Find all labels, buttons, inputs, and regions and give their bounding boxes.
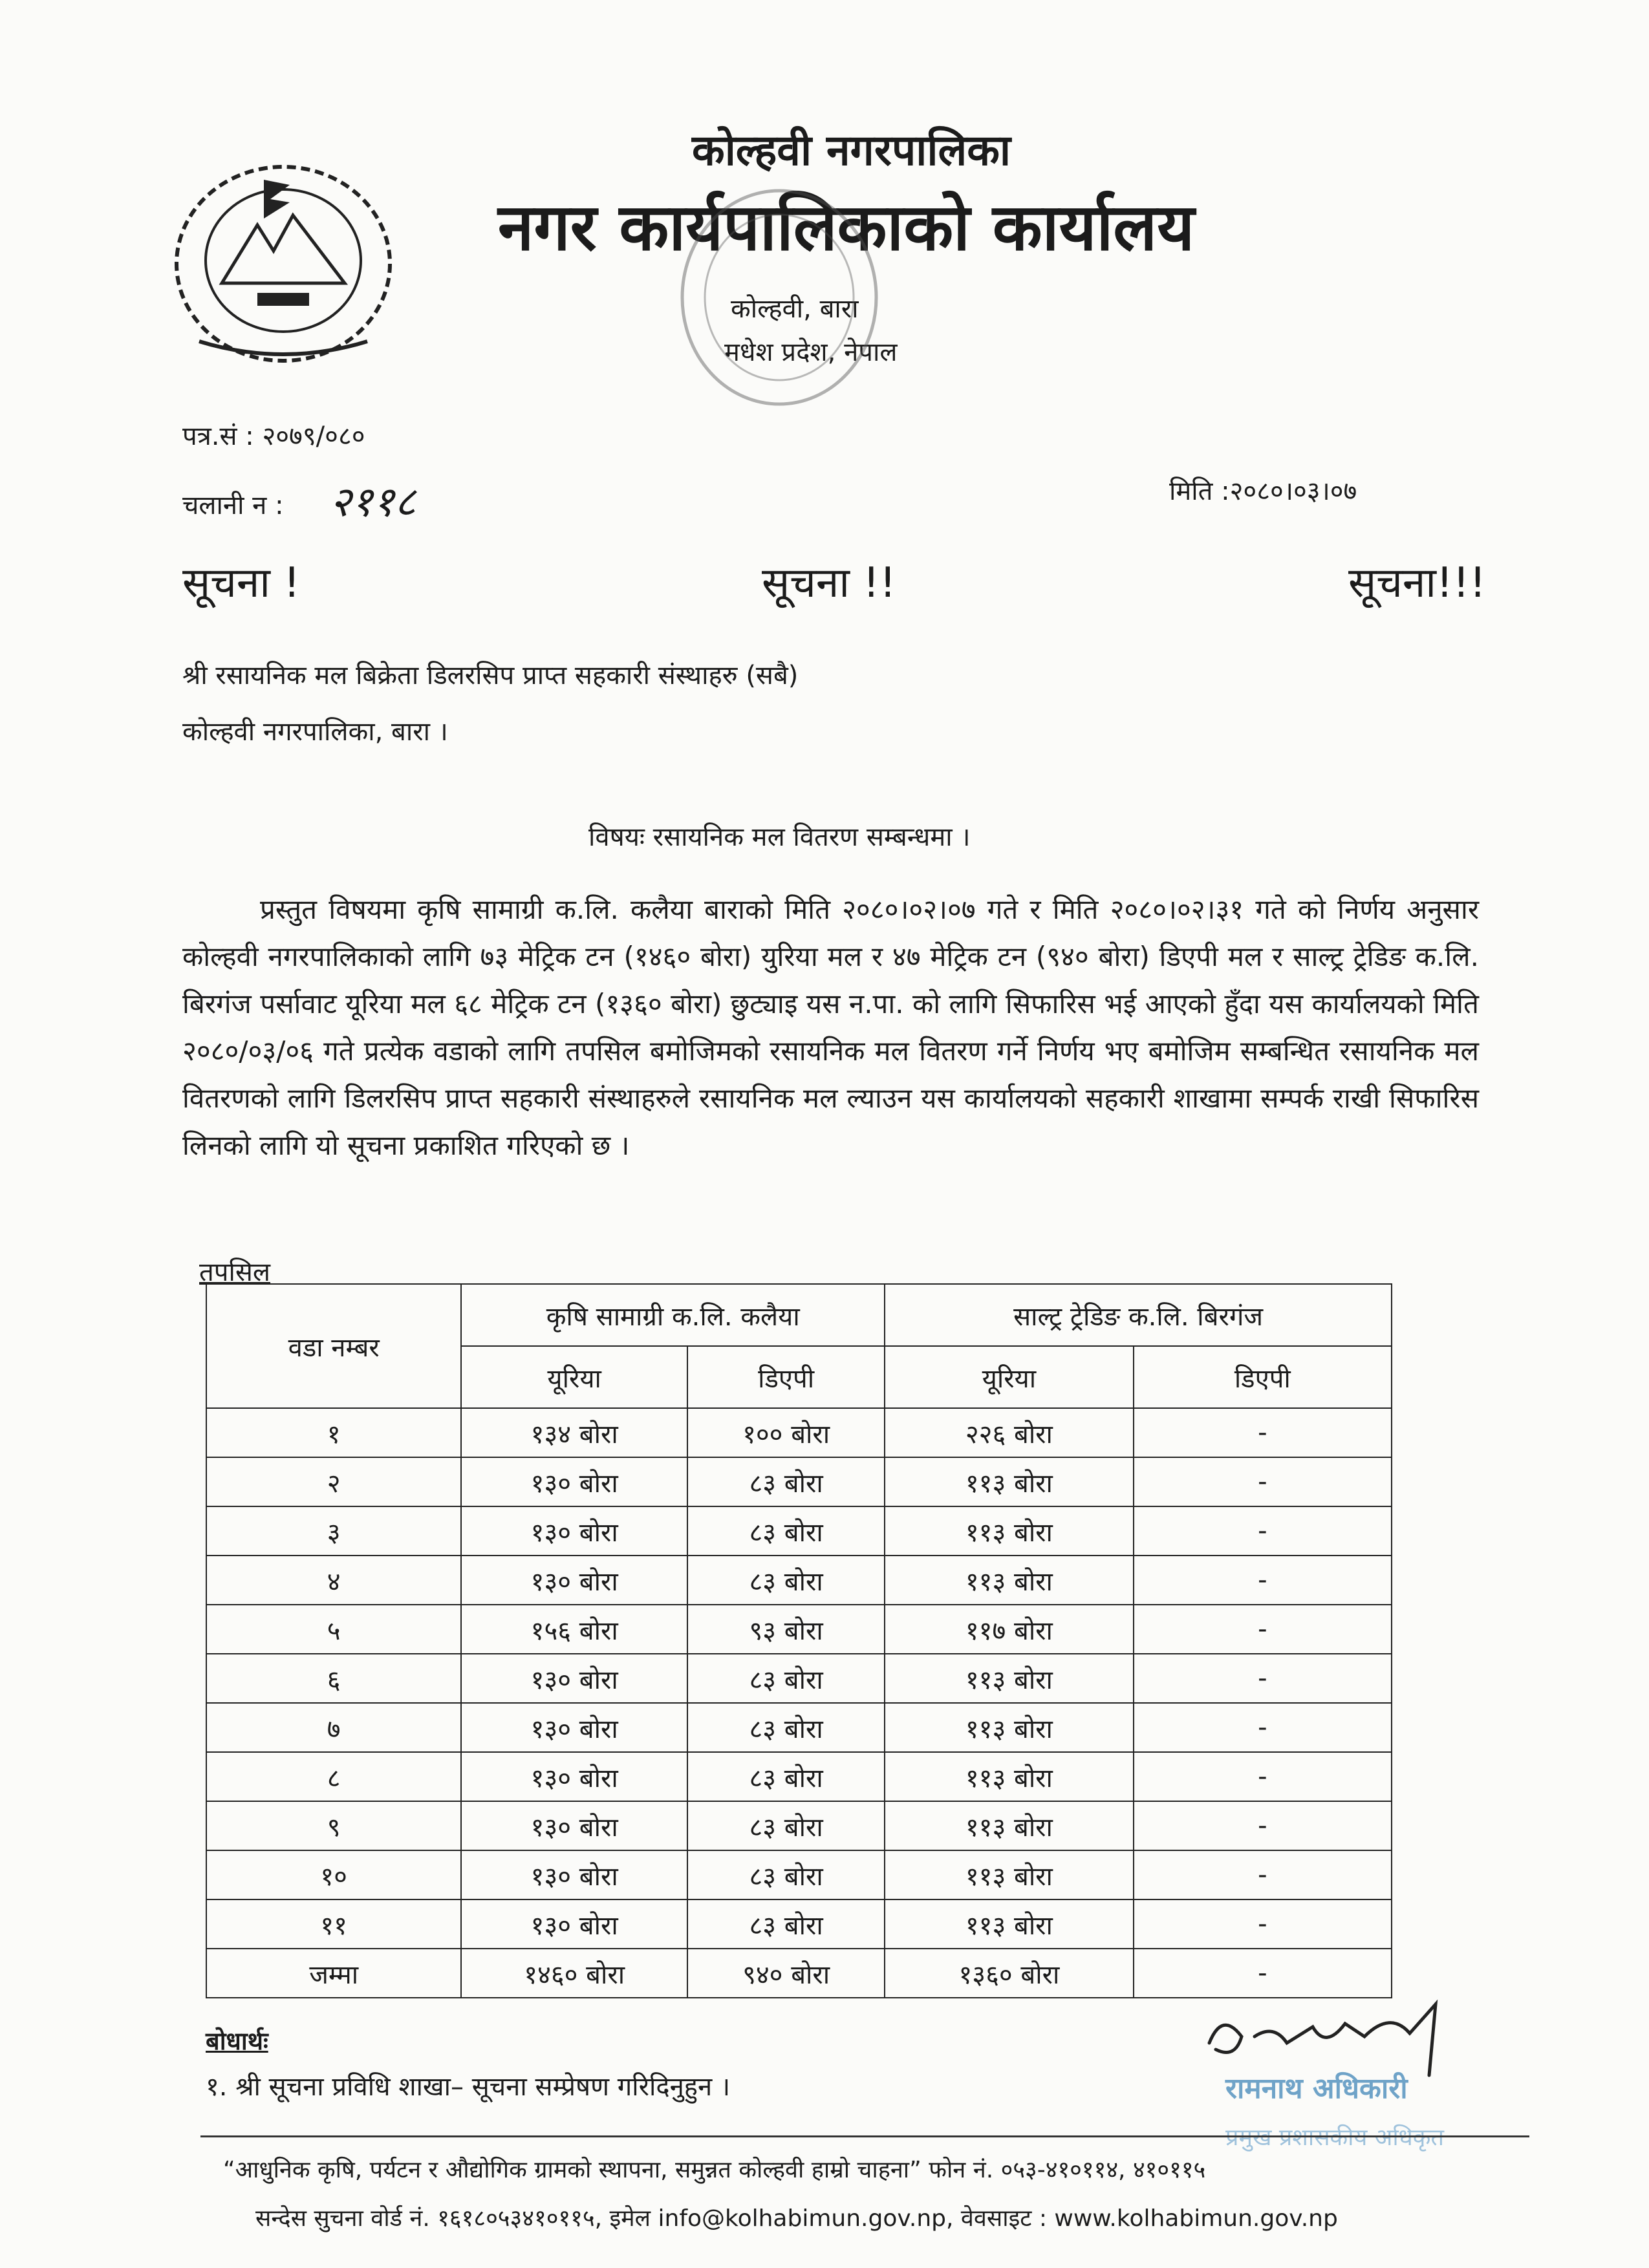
table-row xyxy=(206,1408,1392,1457)
krishi-dap-cell: ८३ बोरा xyxy=(687,1556,885,1605)
notice-heading-1: सूचना ! xyxy=(182,559,300,607)
salt-dap-cell: - xyxy=(1134,1801,1392,1850)
krishi-dap-cell: ८३ बोरा xyxy=(687,1801,885,1850)
ward-cell: जम्मा xyxy=(206,1949,461,1998)
salt-dap-cell: - xyxy=(1134,1949,1392,1998)
table-total-row xyxy=(206,1949,1392,1998)
salt-urea-cell: ११३ बोरा xyxy=(885,1457,1133,1506)
salt-dap-cell: - xyxy=(1134,1556,1392,1605)
krishi-dap-cell: ८३ बोरा xyxy=(687,1654,885,1703)
col-krishi-dap: डिएपी xyxy=(687,1346,885,1408)
col-salt-urea: यूरिया xyxy=(885,1346,1133,1408)
table-row xyxy=(206,1654,1392,1703)
cc-heading: बोधार्थः xyxy=(206,2027,268,2055)
krishi-dap-cell: ८३ बोरा xyxy=(687,1752,885,1801)
salt-dap-cell: - xyxy=(1134,1654,1392,1703)
salt-urea-cell: ११७ बोरा xyxy=(885,1605,1133,1654)
dispatch-number-handwritten: २११८ xyxy=(330,478,416,526)
ward-cell: १ xyxy=(206,1408,461,1457)
salt-dap-cell: - xyxy=(1134,1899,1392,1949)
salt-urea-cell: ११३ बोरा xyxy=(885,1654,1133,1703)
krishi-urea-cell: १३० बोरा xyxy=(461,1556,687,1605)
col-group-krishi: कृषि सामाग्री क.लि. कलैया xyxy=(461,1284,885,1346)
salt-dap-cell: - xyxy=(1134,1703,1392,1752)
table-row xyxy=(206,1605,1392,1654)
krishi-urea-cell: १३० बोरा xyxy=(461,1654,687,1703)
ward-cell: ११ xyxy=(206,1899,461,1949)
recipient-line-2: कोल्हवी नगरपालिका, बारा । xyxy=(182,717,448,747)
salt-dap-cell: - xyxy=(1134,1752,1392,1801)
krishi-dap-cell: ९३ बोरा xyxy=(687,1605,885,1654)
footer-contact: सन्देस सुचना वोर्ड नं. १६१८०५३४१०११५, इमेल info@kolhabimun.gov.np, वेवसाइट : www.kolhabimun.gov.np xyxy=(255,2205,1338,2232)
letter-body: प्रस्तुत विषयमा कृषि सामाग्री क.लि. कलैया बाराको मिति २०८०।०२।०७ गते र मिति २०८०।०२।३१ गते को निर्णय अनुसार कोल्हवी नगरपालिकाको लागि ७३ मेट्रिक टन (१४६० बोरा) युरिया मल र ४७ मेट्रिक टन (९४० बोरा) डिएपी मल र साल्ट्र ट्रेडिङ क.लि. बिरगंज पर्सावाट यूरिया मल ६८ मेट्रिक टन (१३६० बोरा) छुट्याइ यस न.पा. को लागि सिफारिस भई आएको हुँदा यस कार्यालयको मिति २०८०/०३/०६ गते प्रत्येक वडाको लागि तपसिल बमोजिमको रसायनिक मल वितरण गर्ने निर्णय भए बमोजिम सम्बन्धित रसायनिक मल वितरणको लागि डिलरसिप प्राप्त सहकारी संस्थाहरुले रसायनिक मल ल्याउन यस कार्यालयको सहकारी शाखामा सम्पर्क राखी सिफारिस लिनको लागि यो सूचना प्रकाशित गरिएको छ । xyxy=(182,893,1479,1161)
krishi-urea-cell: १३० बोरा xyxy=(461,1850,687,1899)
krishi-dap-cell: ८३ बोरा xyxy=(687,1457,885,1506)
address-line-2: मधेश प्रदेश, नेपाल xyxy=(724,337,898,367)
salt-dap-cell: - xyxy=(1134,1605,1392,1654)
krishi-urea-cell: १३० बोरा xyxy=(461,1457,687,1506)
krishi-dap-cell: ८३ बोरा xyxy=(687,1506,885,1556)
table-row xyxy=(206,1457,1392,1506)
reference-number: पत्र.सं : २०७९/०८० xyxy=(182,422,365,451)
ward-cell: ४ xyxy=(206,1556,461,1605)
letter-subject: विषयः रसायनिक मल वितरण सम्बन्धमा । xyxy=(588,822,971,852)
table-row xyxy=(206,1752,1392,1801)
salt-dap-cell: - xyxy=(1134,1850,1392,1899)
ward-cell: ५ xyxy=(206,1605,461,1654)
krishi-urea-cell: १३० बोरा xyxy=(461,1506,687,1556)
table-row xyxy=(206,1506,1392,1556)
footer-divider xyxy=(200,2135,1529,2137)
salt-dap-cell: - xyxy=(1134,1457,1392,1506)
col-group-salt-trading: साल्ट्र ट्रेडिङ क.लि. बिरगंज xyxy=(885,1284,1392,1346)
office-stamp-icon xyxy=(673,181,886,414)
krishi-urea-cell: १५६ बोरा xyxy=(461,1605,687,1654)
recipient-line-1: श्री रसायनिक मल बिक्रेता डिलरसिप प्राप्त सहकारी संस्थाहरु (सबै) xyxy=(182,661,799,690)
salt-urea-cell: ११३ बोरा xyxy=(885,1801,1133,1850)
col-salt-dap: डिएपी xyxy=(1134,1346,1392,1408)
letter-date: मिति :२०८०।०३।०७ xyxy=(1169,476,1357,506)
office-title: नगर कार्यपालिकाको कार्यालय xyxy=(498,189,1195,265)
ward-cell: २ xyxy=(206,1457,461,1506)
salt-urea-cell: ११३ बोरा xyxy=(885,1850,1133,1899)
municipality-name: कोल्हवी नगरपालिका xyxy=(692,125,1011,175)
krishi-urea-cell: १३० बोरा xyxy=(461,1703,687,1752)
ward-cell: १० xyxy=(206,1850,461,1899)
krishi-dap-cell: ८३ बोरा xyxy=(687,1703,885,1752)
table-row xyxy=(206,1850,1392,1899)
krishi-urea-cell: १३० बोरा xyxy=(461,1899,687,1949)
salt-urea-cell: ११३ बोरा xyxy=(885,1506,1133,1556)
krishi-urea-cell: १३४ बोरा xyxy=(461,1408,687,1457)
ward-cell: ८ xyxy=(206,1752,461,1801)
salt-dap-cell: - xyxy=(1134,1506,1392,1556)
krishi-dap-cell: ८३ बोरा xyxy=(687,1899,885,1949)
table-row xyxy=(206,1556,1392,1605)
col-ward-number: वडा नम्बर xyxy=(206,1284,461,1408)
krishi-dap-cell: ९४० बोरा xyxy=(687,1949,885,1998)
salt-urea-cell: २२६ बोरा xyxy=(885,1408,1133,1457)
salt-urea-cell: ११३ बोरा xyxy=(885,1703,1133,1752)
salt-urea-cell: ११३ बोरा xyxy=(885,1899,1133,1949)
table-row xyxy=(206,1899,1392,1949)
krishi-urea-cell: १४६० बोरा xyxy=(461,1949,687,1998)
fertilizer-distribution-table xyxy=(206,1283,1392,1998)
krishi-dap-cell: ८३ बोरा xyxy=(687,1850,885,1899)
footer-slogan-phone: “आधुनिक कृषि, पर्यटन र औद्योगिक ग्रामको स्थापना, समुन्नत कोल्हवी हाम्रो चाहना” फोन नं. ०५३-४१०११४, ४१०११५ xyxy=(223,2157,1206,2183)
ward-cell: ७ xyxy=(206,1703,461,1752)
table-row xyxy=(206,1801,1392,1850)
krishi-dap-cell: १०० बोरा xyxy=(687,1408,885,1457)
address-line-1: कोल्हवी, बारा xyxy=(731,294,859,324)
ward-cell: ६ xyxy=(206,1654,461,1703)
table-caption: तपसिल xyxy=(199,1257,271,1287)
signatory-title: प्रमुख प्रशासकीय अधिकृत xyxy=(1225,2124,1444,2151)
krishi-urea-cell: १३० बोरा xyxy=(461,1752,687,1801)
signatory-name: रामनाथ अधिकारी xyxy=(1225,2072,1408,2105)
ward-cell: ३ xyxy=(206,1506,461,1556)
krishi-urea-cell: १३० बोरा xyxy=(461,1801,687,1850)
salt-urea-cell: १३६० बोरा xyxy=(885,1949,1133,1998)
dispatch-number-label: चलानी न : xyxy=(182,491,284,520)
ward-cell: ९ xyxy=(206,1801,461,1850)
cc-item-1: १. श्री सूचना प्रविधि शाखा– सूचना सम्प्रेषण गरिदिनुहुन । xyxy=(206,2072,731,2102)
salt-urea-cell: ११३ बोरा xyxy=(885,1556,1133,1605)
notice-heading-2: सूचना !! xyxy=(762,559,896,607)
salt-urea-cell: ११३ बोरा xyxy=(885,1752,1133,1801)
salt-dap-cell: - xyxy=(1134,1408,1392,1457)
nepal-emblem-icon xyxy=(160,154,406,367)
table-row xyxy=(206,1703,1392,1752)
table-header-row xyxy=(206,1284,1392,1346)
notice-heading-3: सूचना!!! xyxy=(1348,559,1486,607)
col-krishi-urea: यूरिया xyxy=(461,1346,687,1408)
